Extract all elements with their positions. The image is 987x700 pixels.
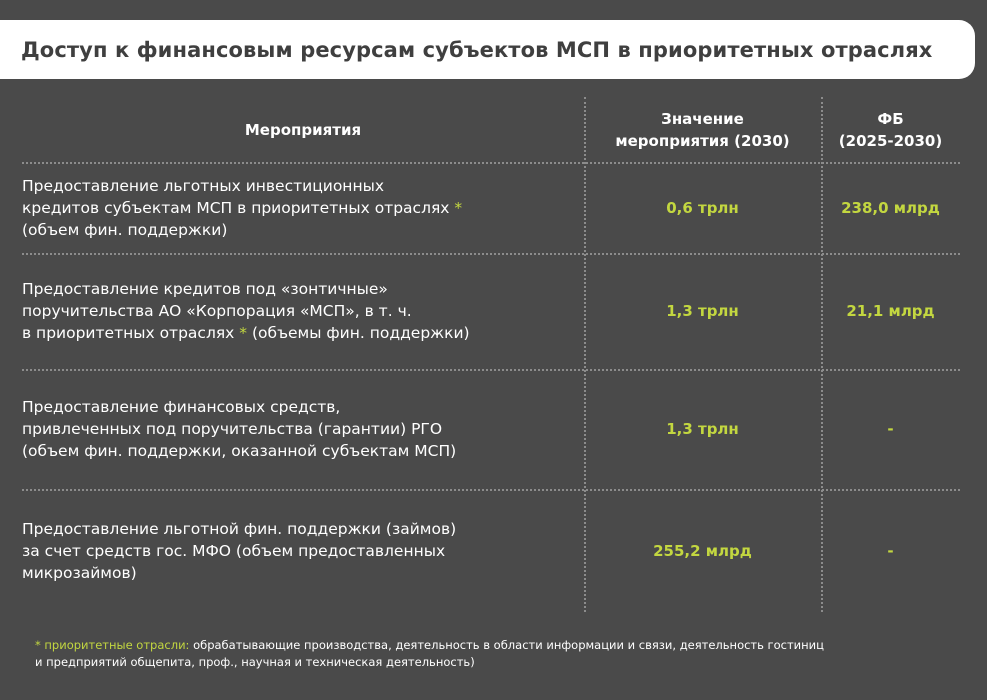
table-row-1-value: 0,6 трлн: [666, 198, 739, 217]
table-row-2-fb: 21,1 млрд: [846, 302, 935, 320]
row-1-line-1: Предоставление льготных инвестиционных: [22, 176, 384, 195]
row-4-line-1: Предоставление льготной фин. поддержки (займов): [22, 519, 457, 538]
footnote: [35, 637, 965, 671]
table-row-2-description: [22, 253, 582, 369]
row-1-line-2: кредитов субъектам МСП в приоритетных отраслях: [22, 198, 450, 217]
header-value: [584, 97, 821, 162]
table-row-3-fb: -: [887, 420, 894, 438]
row-4-line-2: за счет средств гос. МФО (объем предоставленных: [22, 541, 446, 560]
header-value-line1: Значение: [661, 109, 744, 128]
header-measures-label: Мероприятия: [244, 120, 362, 139]
row-1-star: *: [454, 198, 463, 217]
header-measures: [22, 97, 584, 162]
table-row-4-description: [22, 489, 582, 612]
table-row-4-value: 255,2 млрд: [653, 541, 752, 560]
table-row-1-fb: 238,0 млрд: [841, 198, 940, 217]
title-bar: [0, 20, 975, 79]
page-title: Доступ к финансовым ресурсам субъектов МСП в приоритетных отраслях: [21, 37, 933, 62]
header-value-line2: мероприятия (2030): [615, 131, 790, 150]
header-fb: [821, 97, 960, 162]
row-2-line-3b: (объемы фин. поддержки): [251, 324, 470, 342]
row-3-line-2: привлеченных под поручительства (гарантии) РГО: [22, 420, 443, 438]
row-2-line-3: в приоритетных отраслях: [22, 324, 235, 342]
header-fb-line1: ФБ: [877, 109, 904, 128]
row-2-star: *: [239, 324, 248, 342]
footnote-text-1: обрабатывающие производства, деятельность в области информации и связи, деятельность гостиниц: [193, 638, 824, 652]
row-3-line-3: (объем фин. поддержки, оказанной субъектам МСП): [22, 442, 457, 460]
row-1-line-3: (объем фин. поддержки): [22, 220, 228, 239]
row-2-line-2: поручительства АО «Корпорация «МСП», в т. ч.: [22, 302, 412, 320]
measures-table: [22, 97, 960, 612]
table-row-3-value: 1,3 трлн: [666, 420, 739, 438]
row-3-line-1: Предоставление финансовых средств,: [22, 398, 341, 416]
table-row-2-value: 1,3 трлн: [666, 302, 739, 320]
footnote-lead: приоритетные отрасли:: [44, 638, 190, 652]
table-row-1-description: [22, 162, 582, 253]
row-2-line-1: Предоставление кредитов под «зонтичные»: [22, 280, 388, 298]
footnote-text-2: и предприятий общепита, проф., научная и техническая деятельность): [35, 655, 475, 669]
footnote-star: *: [35, 638, 41, 652]
header-fb-line2: (2025-2030): [838, 131, 943, 150]
table-row-4-fb: -: [887, 541, 894, 560]
table-row-3-description: [22, 369, 582, 489]
row-4-line-3: микрозаймов): [22, 563, 137, 582]
